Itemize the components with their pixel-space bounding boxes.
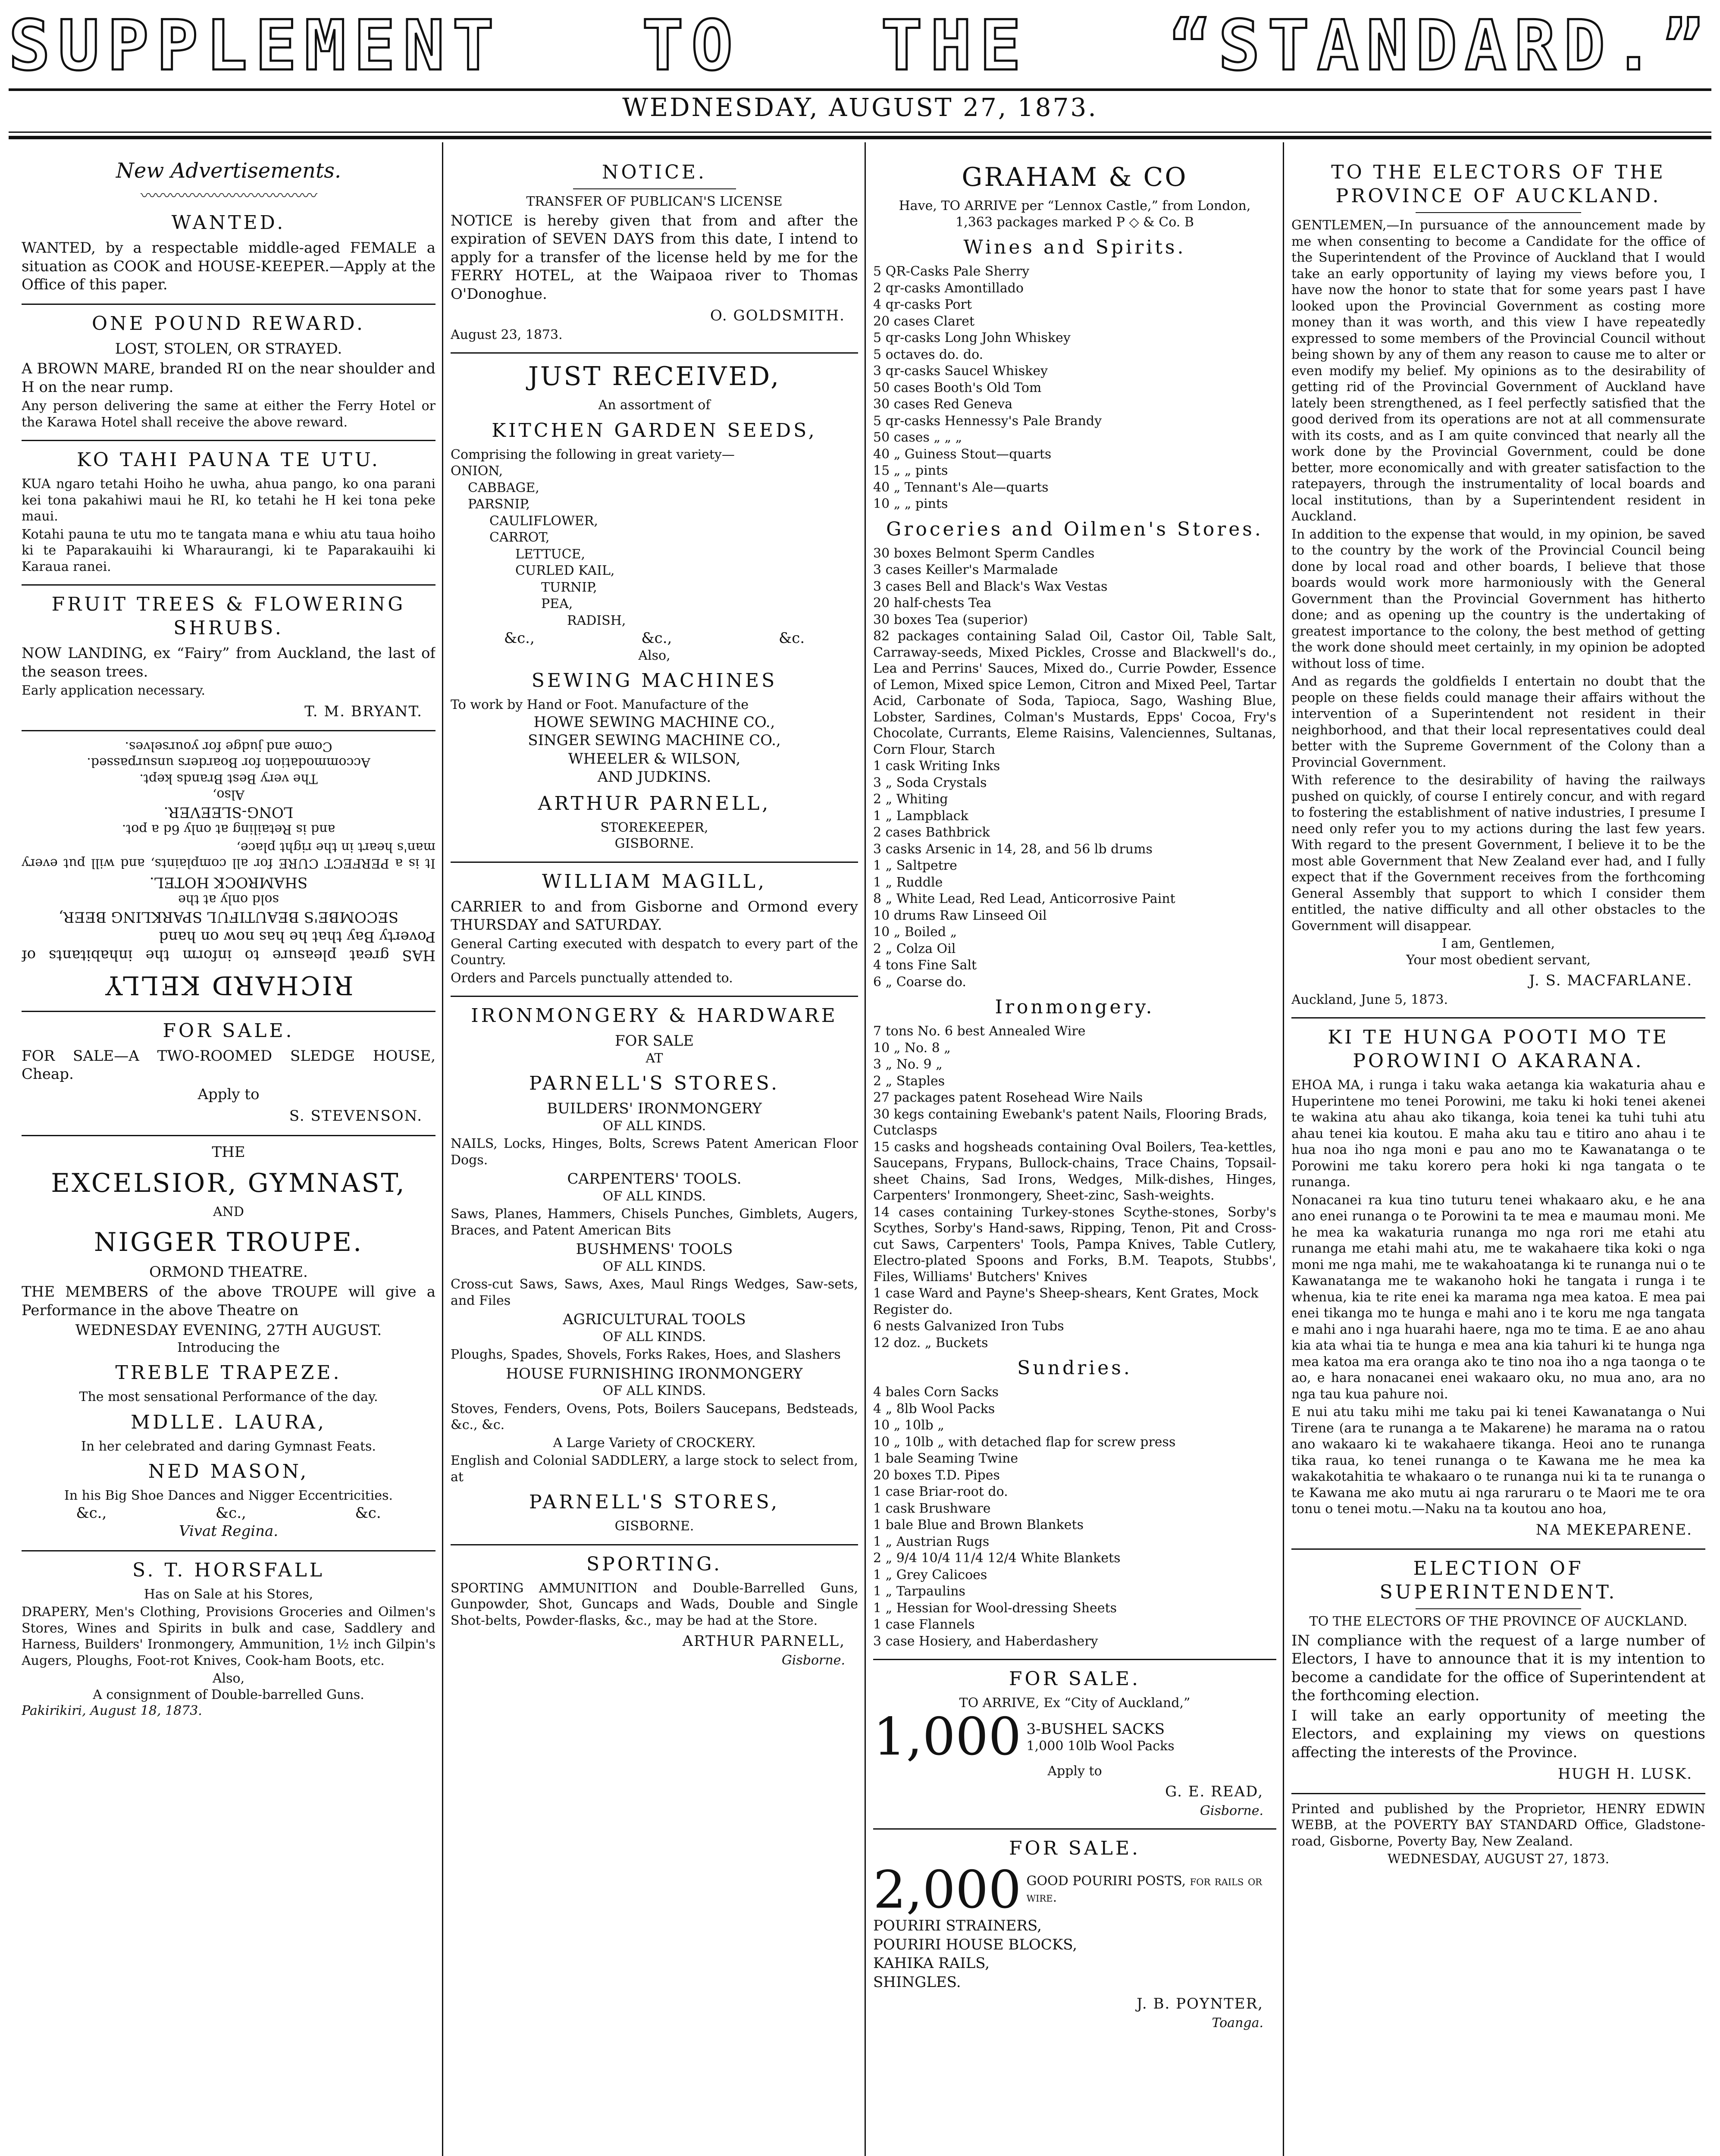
- column-rule: [442, 142, 443, 2156]
- groceries-list: [873, 545, 1276, 990]
- ad-body: To work by Hand or Foot. Manufacture of the: [451, 697, 749, 712]
- list-item: CAULIFLOWER,: [489, 513, 598, 529]
- ad-reward: [22, 312, 435, 431]
- ad-body: WHEELER & WILSON,: [568, 750, 741, 768]
- list-item: 4 bales Corn Sacks: [873, 1385, 999, 1400]
- ad-body: HAS great pleasure to inform the inhabitants of Poverty Bay that he has now on hand: [22, 928, 435, 964]
- rule: [22, 730, 435, 731]
- ad-body: NOW LANDING, ex “Fairy” from Auckland, the last of the season trees.: [22, 645, 435, 680]
- ad-ironmongery: [451, 1004, 858, 1535]
- list-item: 3 cases Bell and Black's Wax Vestas: [873, 579, 1108, 594]
- list-item: SHINGLES.: [873, 1973, 961, 1991]
- wines-list: [873, 263, 1276, 512]
- list-item: 10 drums Raw Linseed Oil: [873, 908, 1047, 923]
- ad-sale-sacks: [873, 1667, 1276, 1819]
- column-4: [1291, 155, 1705, 2156]
- ad-heading: NED MASON,: [148, 1460, 309, 1482]
- list-item: 20 cases Claret: [873, 313, 975, 329]
- etc: &c.,: [76, 1504, 107, 1522]
- ad-body: Introducing the: [177, 1340, 280, 1355]
- ad-body: Any person delivering the same at either the Ferry Hotel or the Karawa Hotel shall receive the above reward.: [22, 398, 435, 430]
- ad-body: SECOMBE'S BEAUTIFUL SPARKLING BEER,: [58, 908, 399, 926]
- list-item: 3 „ Soda Crystals: [873, 775, 987, 790]
- rule: [451, 862, 858, 863]
- ad-body: 3-BUSHEL SACKS: [1026, 1720, 1165, 1738]
- ad-heading: NOTICE.: [602, 161, 707, 183]
- ad-body: Stoves, Fenders, Ovens, Pots, Boilers Saucepans, Bedsteads, &c., &c.: [451, 1401, 858, 1432]
- ad-body: Gisborne.: [781, 1652, 845, 1668]
- ad-body: Toanga.: [1212, 2015, 1263, 2031]
- ad-body: An assortment of: [598, 398, 711, 413]
- ad-body: HOWE SEWING MACHINE CO.,: [533, 713, 775, 731]
- ad-maori: [1291, 1025, 1705, 1539]
- ad-subheading: OF ALL KINDS.: [602, 1329, 706, 1344]
- list-item: 10 „ 10lb „: [873, 1418, 944, 1433]
- list-item: 7 tons No. 6 best Annealed Wire: [873, 1024, 1086, 1039]
- ad-dateline: August 23, 1873.: [451, 327, 563, 342]
- ad-body: I am, Gentlemen,: [1441, 936, 1555, 951]
- rule: [1291, 1548, 1705, 1550]
- ad-body: A Large Variety of CROCKERY.: [553, 1435, 756, 1451]
- ad-heading: ELECTION OF SUPERINTENDENT.: [1379, 1557, 1617, 1603]
- rule: [22, 440, 435, 441]
- ad-body: Comprising the following in great variety—: [451, 447, 735, 462]
- list-item: POURIRI HOUSE BLOCKS,: [873, 1936, 1078, 1953]
- big-number: 2,000: [873, 1865, 1021, 1916]
- list-item: 1 „ Austrian Rugs: [873, 1534, 990, 1549]
- list-item: 1 case Flannels: [873, 1617, 975, 1632]
- list-item: 2 „ Staples: [873, 1073, 945, 1089]
- ad-body: English and Colonial SADDLERY, a large stock to select from, at: [451, 1453, 858, 1485]
- ad-subheading: LOST, STOLEN, OR STRAYED.: [115, 340, 342, 357]
- ad-body: The most sensational Performance of the day.: [79, 1389, 378, 1404]
- ad-sale-posts: [873, 1836, 1276, 2031]
- list-item: RADISH,: [567, 613, 626, 628]
- ad-body: General Carting executed with despatch to every part of the Country.: [451, 936, 858, 968]
- list-item: 14 cases containing Turkey-stones Scythe-stones, Sorby's Scythes, Sorby's Hand-saws, Ripping, Tenon, Pit and Cross-cut Saws, Carpenters' Tools, Pampa Knives, Table Cutlery, Electro-plated Spoons and Forks, B.M. Teapots, Stubbs', Files, Williams' Butchers' Knives: [873, 1204, 1276, 1285]
- list-item: 3 case Hosiery, and Haberdashery: [873, 1633, 1098, 1649]
- ad-notice: [451, 160, 858, 343]
- ad-body: 1,000 10lb Wool Packs: [1026, 1739, 1175, 1754]
- ad-body: Cross-cut Saws, Saws, Axes, Maul Rings Wedges, Saw-sets, and Files: [451, 1277, 858, 1308]
- ad-heading: FOR SALE.: [163, 1019, 294, 1042]
- column-3: [873, 155, 1276, 2156]
- list-item: 2 cases Bathbrick: [873, 825, 990, 840]
- list-item: 30 kegs containing Ewebank's patent Nails, Flooring Brads, Cutclasps: [873, 1106, 1268, 1138]
- ad-body: FOR SALE: [614, 1032, 694, 1050]
- list-item: 40 „ Tennant's Ale—quarts: [873, 479, 1049, 495]
- ad-fruit-trees: [22, 592, 435, 721]
- list-item: 2 „ Whiting: [873, 792, 948, 807]
- list-item: 20 boxes T.D. Pipes: [873, 1467, 1000, 1483]
- ironmongery-list: [873, 1023, 1276, 1351]
- ad-sporting: [451, 1552, 858, 1669]
- ad-body: Early application necessary.: [22, 683, 206, 698]
- ad-subheading: HOUSE FURNISHING IRONMONGERY: [506, 1365, 803, 1382]
- ad-body: It is a PERFECT CURE for all complaints, and will put every man's heart in the right place,: [22, 840, 435, 871]
- ad-heading: TREBLE TRAPEZE.: [115, 1362, 342, 1384]
- ad-heading: NIGGER TROUPE.: [94, 1227, 363, 1257]
- ad-body: Orders and Parcels punctually attended to.: [451, 970, 733, 986]
- ad-signature: HUGH H. LUSK.: [1557, 1765, 1692, 1783]
- list-item: 1 cask Brushware: [873, 1501, 991, 1516]
- list-item: 6 „ Coarse do.: [873, 974, 966, 990]
- ad-body: CARRIER to and from Gisborne and Ormond every THURSDAY and SATURDAY.: [451, 898, 858, 934]
- wavy-rule: 〰〰〰〰〰〰〰〰〰〰〰〰: [140, 187, 316, 205]
- ad-body: E nui atu taku mihi me taku pai ki tenei Kawanatanga o Nui Tirene (ara te runanga a te Makarene) he marama na o ratou ano wakaaro ki te wakahaere tikanga. Heoi ano te runanga tika raua, ko tenei runanga o te Kawana me he mea ka wakakotahitia te whakaaro o te runanga nui ki ta te runanga o te Kawana me ako mutu ai nga raruraru o te Maori me te ora tonu o tenei motu.—Naku na ta koutou ano hoa,: [1291, 1404, 1705, 1517]
- ad-body: In addition to the expense that would, in my opinion, be saved to the country by the work of the Provincial Council being done by local road and other boards, I believe that those boards would work more harmoniously with the General Government than the Provincial Government has hitherto done; and as opening up the country is the undertaking of greatest importance to the colony, the best method of getting the work done should meet certainly, in my opinion be adopted without loss of time.: [1291, 526, 1705, 671]
- masthead: [0, 0, 1720, 160]
- ad-heading: FOR SALE.: [1009, 1837, 1140, 1859]
- list-item: 1 „ Ruddle: [873, 874, 943, 890]
- ad-body: EHOA MA, i runga i taku waka aetanga kia wakaturia ahau e Huperintene mo tenei Porowini, me taku ki hoki tenei akenei te wakina atu ahau ako tikanga, koia tenei ka tuhi tuhi atu ahau tenei kia koutou. E maha aku tau e titiro ano ahau i te hua noa iho nga moni e pau ano mo te Kawanatanga o te Porowini me taku korero pera hoki ki nga tangata o te runanga.: [1291, 1078, 1705, 1190]
- column-1: [22, 155, 435, 2156]
- ad-subheading: CARPENTERS' TOOLS.: [567, 1170, 742, 1188]
- ad-subheading: TO THE ELECTORS OF THE PROVINCE OF AUCKLAND.: [1309, 1614, 1688, 1629]
- ad-body: DRAPERY, Men's Clothing, Provisions Groceries and Oilmen's Stores, Wines and Spirits in bulk and case, Saddlery and Harness, Builders' Ironmongery, Ammunition, 1½ inch Gilpin's Augers, Ploughs, Foot-rot Knives, Cook-ham Boots, etc.: [22, 1604, 435, 1668]
- list-item: 1 cask Writing Inks: [873, 758, 1000, 774]
- ad-body: [873, 1711, 1276, 1763]
- ad-body: WANTED, by a respectable middle-aged FEMALE a situation as COOK and HOUSE-KEEPER.—Apply at the Office of this paper.: [22, 239, 435, 293]
- rule: [451, 352, 858, 354]
- rule: [873, 1659, 1276, 1660]
- list-item: 1 „ Lampblack: [873, 808, 968, 824]
- list-item: 27 packages patent Rosehead Wire Nails: [873, 1090, 1143, 1105]
- ad-body: Have, TO ARRIVE per “Lennox Castle,” from London,: [899, 198, 1251, 213]
- etc-row: [22, 1504, 435, 1523]
- list-item: 5 qr-casks Long John Whiskey: [873, 330, 1071, 345]
- list-item: 6 nests Galvanized Iron Tubs: [873, 1319, 1064, 1334]
- ad-body: SINGER SEWING MACHINE CO.,: [528, 732, 781, 749]
- list-item: 3 qr-casks Saucel Whiskey: [873, 364, 1048, 379]
- ad-heading: WILLIAM MAGILL,: [542, 870, 767, 893]
- list-item: 10 „ „ pints: [873, 496, 948, 511]
- list-item: 1 bale Seaming Twine: [873, 1451, 1018, 1466]
- ad-body: [873, 1865, 1276, 1916]
- rule: [1416, 212, 1581, 213]
- ad-body: Ploughs, Spades, Shovels, Forks Rakes, Hoes, and Slashers: [451, 1347, 841, 1362]
- list-item: KAHIKA RAILS,: [873, 1955, 990, 1972]
- ad-body: Also,: [212, 787, 245, 802]
- list-item: PARSNIP,: [468, 497, 530, 512]
- list-item: CABBAGE,: [468, 480, 539, 495]
- ad-subheading: OF ALL KINDS.: [602, 1259, 706, 1274]
- ad-body: Gisborne.: [1200, 1803, 1263, 1818]
- rule: [573, 188, 736, 189]
- list-item: 30 boxes Tea (superior): [873, 612, 1028, 627]
- ad-signature: ARTHUR PARNELL,: [538, 792, 771, 815]
- ad-body: NOTICE is hereby given that from and after the expiration of SEVEN DAYS from this date, I intend to apply for a transfer of the license held by me for the FERRY HOTEL, at the Waipaoa river to Thomas O'Donoghue.: [451, 212, 858, 303]
- seed-list: [451, 463, 858, 629]
- masthead-rule: [9, 132, 1711, 133]
- ad-heading: SEWING MACHINES: [531, 670, 777, 692]
- ad-excelsior: [22, 1143, 435, 1541]
- ad-body: STOREKEEPER,: [600, 820, 708, 835]
- ad-body: GISBORNE.: [614, 836, 694, 851]
- column-rule: [865, 142, 866, 2156]
- ad-body: Your most obedient servant,: [1406, 952, 1591, 968]
- ad-subheading: OF ALL KINDS.: [602, 1383, 706, 1398]
- list-item: 1 case Briar-root do.: [873, 1484, 1008, 1499]
- list-item: 10 „ 10lb „ with detached flap for screw press: [873, 1434, 1176, 1450]
- list-heading: Ironmongery.: [995, 996, 1155, 1018]
- ad-body: Kotahi pauna te utu mo te tangata mana e whiu atu taua hoiho ki te Paparakauihi ki Wharaurangi, ki te Paparakauihi ki Karaua ranei.: [22, 526, 435, 574]
- ad-heading: KO TAHI PAUNA TE UTU.: [77, 449, 380, 471]
- rule: [22, 584, 435, 586]
- ad-heading: RICHARD KELLY: [103, 970, 354, 1000]
- list-heading: Groceries and Oilmen's Stores.: [886, 518, 1263, 540]
- ad-body: SPORTING AMMUNITION and Double-Barrelled Guns, Gunpowder, Shot, Guncaps and Wads, Double and Single Shot-belts, Powder-flasks, &c., may be had at the Store.: [451, 1580, 858, 1628]
- ad-signature: T. M. BRYANT.: [304, 702, 423, 720]
- etc: &c.,: [215, 1504, 246, 1522]
- list-item: 3 „ No. 9 „: [873, 1057, 943, 1072]
- ad-subheading: BUSHMENS' TOOLS: [576, 1241, 733, 1258]
- ad-signature: G. E. READ,: [1165, 1783, 1263, 1800]
- column-rule: [1283, 142, 1284, 2156]
- big-number: 1,000: [873, 1711, 1021, 1763]
- list-item: CURLED KAIL,: [515, 563, 615, 578]
- ad-body: In his Big Shoe Dances and Nigger Eccentricities.: [64, 1488, 393, 1503]
- list-item: 1 „ Tarpaulins: [873, 1584, 965, 1599]
- masthead-word: SUPPLEMENT: [9, 5, 502, 86]
- rule: [873, 1828, 1276, 1830]
- ad-heading: TO THE ELECTORS OF THE PROVINCE OF AUCKLAND.: [1331, 161, 1666, 207]
- ad-body: SHAMROCK HOTEL.: [149, 874, 308, 891]
- ad-heading: FRUIT TREES & FLOWERING SHRUBS.: [51, 593, 406, 639]
- ad-body: [873, 214, 1276, 231]
- ad-heading: SPORTING.: [586, 1553, 722, 1575]
- rule: [451, 1544, 858, 1545]
- ad-subheading: TRANSFER OF PUBLICAN'S LICENSE: [526, 194, 783, 209]
- ad-body: and is Retailing at only 6d a pot.: [122, 822, 335, 837]
- rule: [22, 1550, 435, 1551]
- rule: [451, 996, 858, 997]
- etc-row: [451, 629, 858, 648]
- ad-body: WEDNESDAY EVENING, 27TH AUGUST.: [75, 1322, 382, 1339]
- ad-heading: IRONMONGERY & HARDWARE: [471, 1005, 838, 1027]
- ad-body: GOOD POURIRI POSTS, for rails or wire.: [1026, 1874, 1262, 1905]
- list-item: 1 „ Saltpetre: [873, 858, 957, 873]
- list-item: 15 „ „ pints: [873, 463, 948, 478]
- ad-heading: EXCELSIOR, GYMNAST,: [51, 1168, 406, 1198]
- list-item: 20 half-chests Tea: [873, 595, 992, 611]
- etc: &c.: [779, 630, 805, 647]
- ad-body: Vivat Regina.: [179, 1523, 279, 1540]
- list-item: 3 casks Arsenic in 14, 28, and 56 lb drums: [873, 841, 1153, 857]
- shipping-mark: P ◇ & Co. B: [1116, 214, 1194, 230]
- list-item: 5 qr-casks Hennessy's Pale Brandy: [873, 413, 1102, 429]
- list-item: 2 „ Colza Oil: [873, 941, 956, 956]
- ad-body: Also,: [212, 1671, 245, 1686]
- list-item: CARROT,: [489, 530, 550, 545]
- ad-body: In her celebrated and daring Gymnast Feats.: [81, 1438, 376, 1454]
- masthead-word: “STANDARD.”: [1169, 5, 1711, 86]
- ad-body: LONG-SLEEVER.: [163, 803, 294, 821]
- list-heading: Wines and Spirits.: [963, 236, 1186, 258]
- ad-signature: J. B. POYNTER,: [1136, 1995, 1263, 2012]
- list-item: LETTUCE,: [515, 546, 586, 562]
- ad-subheading: AGRICULTURAL TOOLS: [563, 1311, 746, 1328]
- ad-wanted: [22, 211, 435, 294]
- list-item: 5 QR-Casks Pale Sherry: [873, 264, 1030, 279]
- ad-body: AT: [645, 1050, 663, 1066]
- etc: &c.: [355, 1504, 381, 1522]
- ad-body: AND JUDKINS.: [597, 768, 711, 786]
- ad-body: Nonacanei ra kua tino tuturu tenei whakaaro aku, e he ana ano enei runanga o te Porowini ta te mea e maumau moni. Me he mea ka wakaturia runanga mo nga rori me etahi atu runanga me etahi mahi atu, me te wakahaere tika koki o nga moni me nga mahi, me te wakahoatanga ki te runanga nui o te Kawanatanga me te wakanoho hoki he tangata i runga i te whenua, kia te rite enei ka marama nga mea katoa. E mea pai enei tikanga mo te hunga e mahi ano i te koru me nga tangata e mahi ano i nga huarahi haere, nga mo te tima. E ae ano ahau kia ata whai tia te hunga e mea ana kia tahuri ki te hunga nga mea katoa ma era oranga ako te tino noa iho a nga taonga o te ao, e hara nonacanei enei wakaaro oku, no mua ano, ara no nga tau kua pahure noi.: [1291, 1192, 1705, 1402]
- list-item: 10 „ Boiled „: [873, 924, 957, 940]
- ad-body: sold only at the: [178, 892, 279, 907]
- column-2: [451, 155, 858, 2156]
- rule: [22, 1011, 435, 1012]
- ad-body: NAILS, Locks, Hinges, Bolts, Screws Patent American Floor Dogs.: [451, 1136, 858, 1168]
- ad-body: Apply to: [197, 1085, 260, 1103]
- ad-body: THE MEMBERS of the above TROUPE will give a Performance in the above Theatre on: [22, 1283, 435, 1319]
- ad-dateline: Pakirikiri, August 18, 1873.: [22, 1703, 202, 1718]
- rule: [22, 1135, 435, 1136]
- ad-body: Saws, Planes, Hammers, Chisels Punches, Gimblets, Augers, Braces, and Patent American Bits: [451, 1206, 858, 1238]
- ad-subheading: BUILDERS' IRONMONGERY: [547, 1100, 762, 1117]
- ad-heading: WANTED.: [171, 212, 286, 234]
- ad-signature: J. S. MACFARLANE.: [1529, 972, 1692, 989]
- ad-heading: MDLLE. LAURA,: [131, 1411, 326, 1433]
- ad-body: AND: [213, 1204, 244, 1219]
- masthead-rule: [9, 88, 1711, 91]
- masthead-rule: [9, 136, 1711, 139]
- list-item: 30 boxes Belmont Sperm Candles: [873, 545, 1095, 561]
- ad-body: With reference to the desirability of having the railways pushed on quickly, of course I entirely concur, and with regard to fostering the establishment of native industries, I presume I need only refer you to my actions during the last few years. With regard to the present Government, I believe it to be the most able Government that New Zealand ever had, and I fully expect that if the Government receives from the forthcoming General Assembly that support to which I consider them entitled, the native difficulty and all other obstacles to the Government will disappear.: [1291, 773, 1705, 934]
- imprint-date: WEDNESDAY, AUGUST 27, 1873.: [1387, 1852, 1610, 1867]
- list-item: 82 packages containing Salad Oil, Castor Oil, Table Salt, Carraway-seeds, Mixed Pickles, Crosse and Blackwell's do., Lea and Perrins' Sauces, Mixed do., Currie Powder, Essence of Lemon, Mixed spice Lemon, Citron and Mixed Peel, Tartar Acid, Carbonate of Soda, Tapioca, Sago, Washing Blue, Lobster, Sardines, Colman's Mustards, Epps' Cocoa, Fry's Chocolate, Currants, Eleme Raisins, Valenciennes, Sultanas, Corn Flour, Starch: [873, 629, 1276, 757]
- ad-heading: ONE POUND REWARD.: [91, 312, 366, 335]
- ad-body: The very Best Brands kept.: [139, 771, 318, 787]
- etc: &c.,: [641, 630, 672, 647]
- ad-heading: FOR SALE.: [1009, 1668, 1140, 1690]
- list-item: 10 „ No. 8 „: [873, 1040, 951, 1056]
- ad-body: FOR SALE—A TWO-ROOMED SLEDGE HOUSE, Cheap.: [22, 1047, 435, 1083]
- ad-signature: O. GOLDSMITH.: [710, 307, 845, 324]
- ad-signature: NA MEKEPARENE.: [1535, 1521, 1692, 1539]
- rule: [1416, 1608, 1581, 1609]
- list-item: 4 tons Fine Salt: [873, 958, 977, 973]
- ad-body: Also,: [638, 648, 670, 663]
- ad-election: [1291, 1557, 1705, 1783]
- list-item: 1 „ Hessian for Wool-dressing Sheets: [873, 1600, 1117, 1616]
- ad-body: Apply to: [1047, 1763, 1102, 1779]
- ad-body: A consignment of Double-barrelled Guns.: [93, 1687, 364, 1702]
- ad-ko-tahi: [22, 448, 435, 575]
- list-item: 50 cases „ „ „: [873, 430, 962, 445]
- ad-body: TO ARRIVE, Ex “City of Auckland,”: [959, 1695, 1191, 1711]
- list-item: 5 octaves do. do.: [873, 347, 984, 362]
- list-item: 15 casks and hogsheads containing Oval Boilers, Tea-kettles, Saucepans, Frypans, Bullock-chains, Trace Chains, Topsail-sheet Chains, Sad Irons, Wedges, Milk-dishes, Hinges, Carpenters' Ironmongery, Sheet-zinc, Sash-weights.: [873, 1139, 1276, 1203]
- masthead-title: [9, 5, 1711, 86]
- list-item: 2 qr-casks Amontillado: [873, 280, 1024, 296]
- list-item: 1 bale Blue and Brown Blankets: [873, 1517, 1084, 1532]
- imprint: [1291, 1801, 1705, 1868]
- ad-body: Come and judge for yourselves.: [125, 739, 332, 754]
- ad-signature: ARTHUR PARNELL,: [682, 1633, 845, 1650]
- ad-body: THE: [212, 1143, 245, 1161]
- packages-label: 1,363 packages marked: [956, 214, 1112, 230]
- ad-body: Has on Sale at his Stores,: [144, 1586, 313, 1602]
- ad-body: GISBORNE.: [614, 1519, 694, 1534]
- ad-dateline: Auckland, June 5, 1873.: [1291, 992, 1448, 1007]
- list-item: 8 „ White Lead, Red Lead, Anticorrosive Paint: [873, 891, 1175, 906]
- ad-subheading: OF ALL KINDS.: [602, 1188, 706, 1204]
- list-item: 4 „ 8lb Wool Packs: [873, 1401, 995, 1416]
- rule: [1291, 1017, 1705, 1018]
- ad-kelly-inverted: [22, 738, 435, 1001]
- ad-for-sale: [22, 1019, 435, 1125]
- ad-body: Accommodation for Boarders unsurpassed.: [87, 755, 370, 770]
- list-item: 40 „ Guiness Stout—quarts: [873, 446, 1052, 462]
- ad-electors: [1291, 160, 1705, 1008]
- list-heading: Sundries.: [1017, 1357, 1132, 1379]
- list-item: 1 case Ward and Payne's Sheep-shears, Kent Grates, Mock Register do.: [873, 1286, 1259, 1317]
- list-item: 2 „ 9/4 10/4 11/4 12/4 White Blankets: [873, 1551, 1121, 1566]
- posts-list: [873, 1917, 1276, 1991]
- list-item: ONION,: [451, 464, 503, 479]
- ad-heading: GRAHAM & CO: [962, 162, 1188, 192]
- list-item: 50 cases Booth's Old Tom: [873, 380, 1042, 395]
- list-item: 3 cases Keiller's Marmalade: [873, 562, 1058, 577]
- list-item: 1 „ Grey Calicoes: [873, 1567, 987, 1583]
- ad-heading: PARNELL'S STORES.: [529, 1072, 780, 1094]
- rule: [22, 304, 435, 305]
- ad-subheading: OF ALL KINDS.: [602, 1118, 706, 1134]
- list-item: PEA,: [541, 596, 573, 611]
- ad-seeds: [451, 360, 858, 852]
- section-title: New Advertisements.: [116, 159, 341, 183]
- list-item: 30 cases Red Geneva: [873, 397, 1013, 412]
- etc: &c.,: [504, 630, 535, 647]
- ad-body: KUA ngaro tetahi Hoiho he uwha, ahua pango, ko ona parani kei tona pakahiwi maui he RI, ko tetahi he H kei tona peke maui.: [22, 476, 435, 524]
- ad-heading: JUST RECEIVED,: [528, 361, 781, 392]
- list-item: 12 doz. „ Buckets: [873, 1335, 988, 1351]
- list-item: 4 qr-casks Port: [873, 297, 972, 312]
- list-item: TURNIP,: [541, 580, 597, 595]
- ad-body: GENTLEMEN,—In pursuance of the announcement made by me when consenting to become a Candidate for the office of the Superintendent of the Province of Auckland that I would take an early opportunity of laying my views before you, I have now the honor to state that for some years past I have looked upon the Provincial Government as costing more money than it was worth, and this view I have repeatedly expressed to some members of the Provincial Council without being shown by any of them any reason to cause me to alter or even modify my belief. My opinions as to the desirability of getting rid of the Provincial Government of Auckland have lately been strengthened, as I feel perfectly satisfied that the good derived from its operations are not at all commensurate with its costs, and as I am quite convinced that nearly all the work done by the Provincial Government, could be done better, more economically and with greater satisfaction to the ratepayers, through the instrumentality of local boards and local institutions, than by a Superintendent resident in Auckland.: [1291, 218, 1705, 524]
- ad-heading: KITCHEN GARDEN SEEDS,: [492, 419, 817, 442]
- sundries-list: [873, 1384, 1276, 1649]
- imprint-text: Printed and published by the Proprietor, HENRY EDWIN WEBB, at the POVERTY BAY STANDARD Office, Gladstone-road, Gisborne, Poverty Bay, New Zealand.: [1291, 1801, 1705, 1849]
- ad-signature: S. STEVENSON.: [289, 1107, 423, 1125]
- ad-magill: [451, 870, 858, 987]
- ad-graham: [873, 161, 1276, 1649]
- masthead-word: TO: [642, 5, 741, 86]
- masthead-word: THE: [880, 5, 1029, 86]
- ad-body: ORMOND THEATRE.: [149, 1263, 308, 1281]
- ad-body: A BROWN MARE, branded RI on the near shoulder and H on the near rump.: [22, 360, 435, 396]
- list-item: POURIRI STRAINERS,: [873, 1917, 1042, 1934]
- ad-body: IN compliance with the request of a large number of Electors, I have to announce that it is my intention to become a candidate for the office of Superintendent at the forthcoming election.: [1291, 1632, 1705, 1704]
- issue-date: WEDNESDAY, AUGUST 27, 1873.: [622, 93, 1098, 122]
- rule: [1291, 1793, 1705, 1794]
- ad-heading: KI TE HUNGA POOTI MO TE POROWINI O AKARANA.: [1328, 1026, 1669, 1072]
- ad-heading: S. T. HORSFALL: [132, 1559, 325, 1581]
- ad-heading: PARNELL'S STORES,: [529, 1491, 780, 1513]
- ad-body: And as regards the goldfields I entertain no doubt that the people on these fields could manage their affairs without the intervention of a Superintendent not resident in their neighborhood, and that their local representatives could deal better with the Supreme Government of the Colony than a Provincial Government.: [1291, 674, 1705, 770]
- ad-horsfall: [22, 1558, 435, 1719]
- ad-body: I will take an early opportunity of meeting the Electors, and explaining my views on questions affecting the interests of the Province.: [1291, 1707, 1705, 1761]
